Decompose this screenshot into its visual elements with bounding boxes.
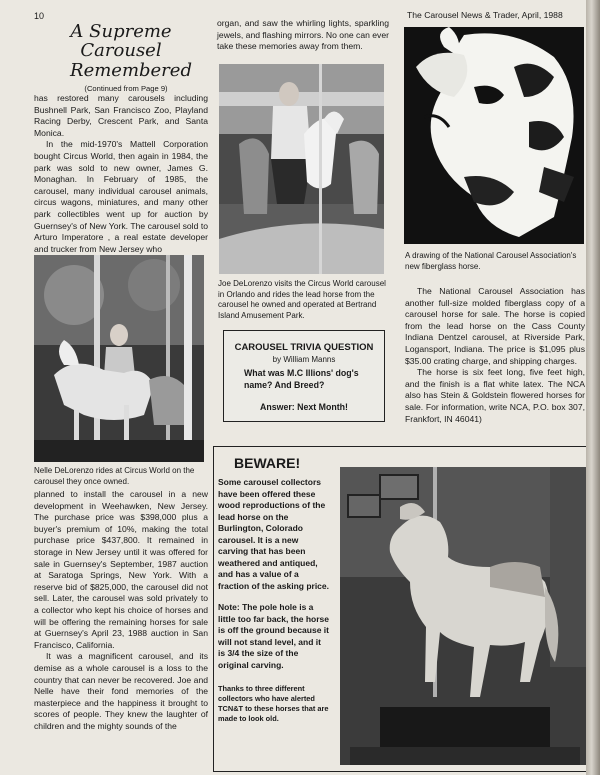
paragraph: organ, and saw the whirling lights, sparkling jewels, and flashing mirrors. No one can ever take these memories away from them.	[217, 18, 389, 52]
trivia-question: What was M.C Illions' dog's name? And Breed?	[244, 368, 359, 390]
paragraph: has restored many carousels including Bushnell Park, San Francisco Zoo, Playland Racing Derby, Crescent Park, and Santa Monica.	[34, 93, 208, 138]
col1-text	[34, 93, 208, 255]
photo-joe-image	[219, 64, 384, 274]
photo1-caption: Nelle DeLorenzo rides at Circus World on the carousel they once owned.	[34, 466, 195, 486]
photo-nelle-image	[34, 255, 204, 462]
running-head: The Carousel News & Trader, April, 1988	[407, 10, 563, 20]
nca-text	[405, 286, 585, 425]
col2-top-text	[217, 18, 389, 53]
photo-joe-carousel	[219, 64, 384, 274]
reproduction-horse-image	[340, 467, 586, 765]
paragraph: In the mid-1970's Mattell Corporation bought Circus World, then again in 1984, the park was sold to new owner, James G. Monaghan. In February of 1985, the carousel, many individual carousel animals, circus wagons, miniatures, and many other park collectibles went up for auction by Guernsey's of New York. The carousel sold to Arturo Imperatore , a real estate developer and trucker from New Jersey who	[34, 139, 208, 254]
horse-drawing	[404, 27, 584, 244]
trivia-answer: Answer: Next Month!	[260, 402, 348, 412]
trivia-byline: by William Manns	[272, 355, 336, 364]
continued-note: (Continued from Page 9)	[84, 84, 168, 93]
page-edge-shadow	[586, 0, 600, 775]
article-title	[36, 22, 206, 93]
beware-paragraph: Thanks to three different collectors who have alerted TCN&T to these horses that are made to look old.	[218, 684, 329, 723]
paragraph: planned to install the carousel in a new development in Weehawken, New Jersey. The purchase price was $398,000 plus a buyer's premium of 10%, making the total purchase price $437,800. It remained in storage in New Jersey until it was offered for sale in Guernsey's September, 1987 auction at Saratoga Springs, New York. With a reserve bid of $825,000, the carousel did not sell. Later, the carousel was sold privately to a collector who kept his choice of horses and will be offering the remaining horses for sale at Guernsey's April 23, 1988 auction in San Francisco, California.	[34, 489, 208, 650]
title-line-2: Remembered	[70, 60, 192, 81]
beware-text	[218, 477, 330, 724]
drawing-caption: A drawing of the National Carousel Association's new fiberglass horse.	[405, 251, 577, 271]
paragraph: The National Carousel Association has another full-size molded fiberglass copy of a carousel horse for sale. The horse is copied from the lead horse on the Cass County Indiana Dentzel carousel, at Riverside Park, Logansport, Indiana. The price is $1,095 plus $35.00 crating charge, and shipping charges.	[405, 286, 585, 366]
paragraph: It was a magnificent carousel, and its demise as a whole carousel is a loss to the country that can never be recovered. Joe and Nelle have their fond memories of the masterpiece and the happiness it brought to scores of people. They knew the laughter of children and the mighty sounds of the	[34, 651, 208, 731]
col1-bottom-text	[34, 489, 208, 732]
trivia-box	[223, 330, 385, 422]
horse-head-drawing	[404, 27, 584, 244]
photo-reproduction-horse	[340, 467, 586, 765]
beware-paragraph: Note: The pole hole is a little too far back, the horse is off the ground because it will not stand level, and it is 3/4 the size of the original carving.	[218, 602, 329, 670]
beware-box	[213, 446, 590, 772]
photo-nelle-carousel	[34, 255, 204, 462]
beware-paragraph: Some carousel collectors have been offered these wood reproductions of the lead horse on the Burlington, Colorado carousel. It is a new carving that has been weathered and antiqued, and has a value of a fraction of the asking price.	[218, 477, 329, 591]
trivia-heading: CAROUSEL TRIVIA QUESTION	[234, 342, 374, 353]
beware-heading: BEWARE!	[234, 455, 301, 471]
page-number: 10	[34, 11, 45, 21]
photo2-caption: Joe DeLorenzo visits the Circus World carousel in Orlando and rides the lead horse from the carousel he owned and operated at Bertrand Island Amusement Park.	[218, 279, 386, 320]
paragraph: The horse is six feet long, five feet high, and the finish is a flat white latex. The NCA also has Stein & Goldstein flowered horses for sale. For information, write NCA, P.O. box 307, Frankfort, IN 46041)	[405, 367, 585, 424]
title-line-1: A Supreme Carousel	[70, 21, 172, 61]
